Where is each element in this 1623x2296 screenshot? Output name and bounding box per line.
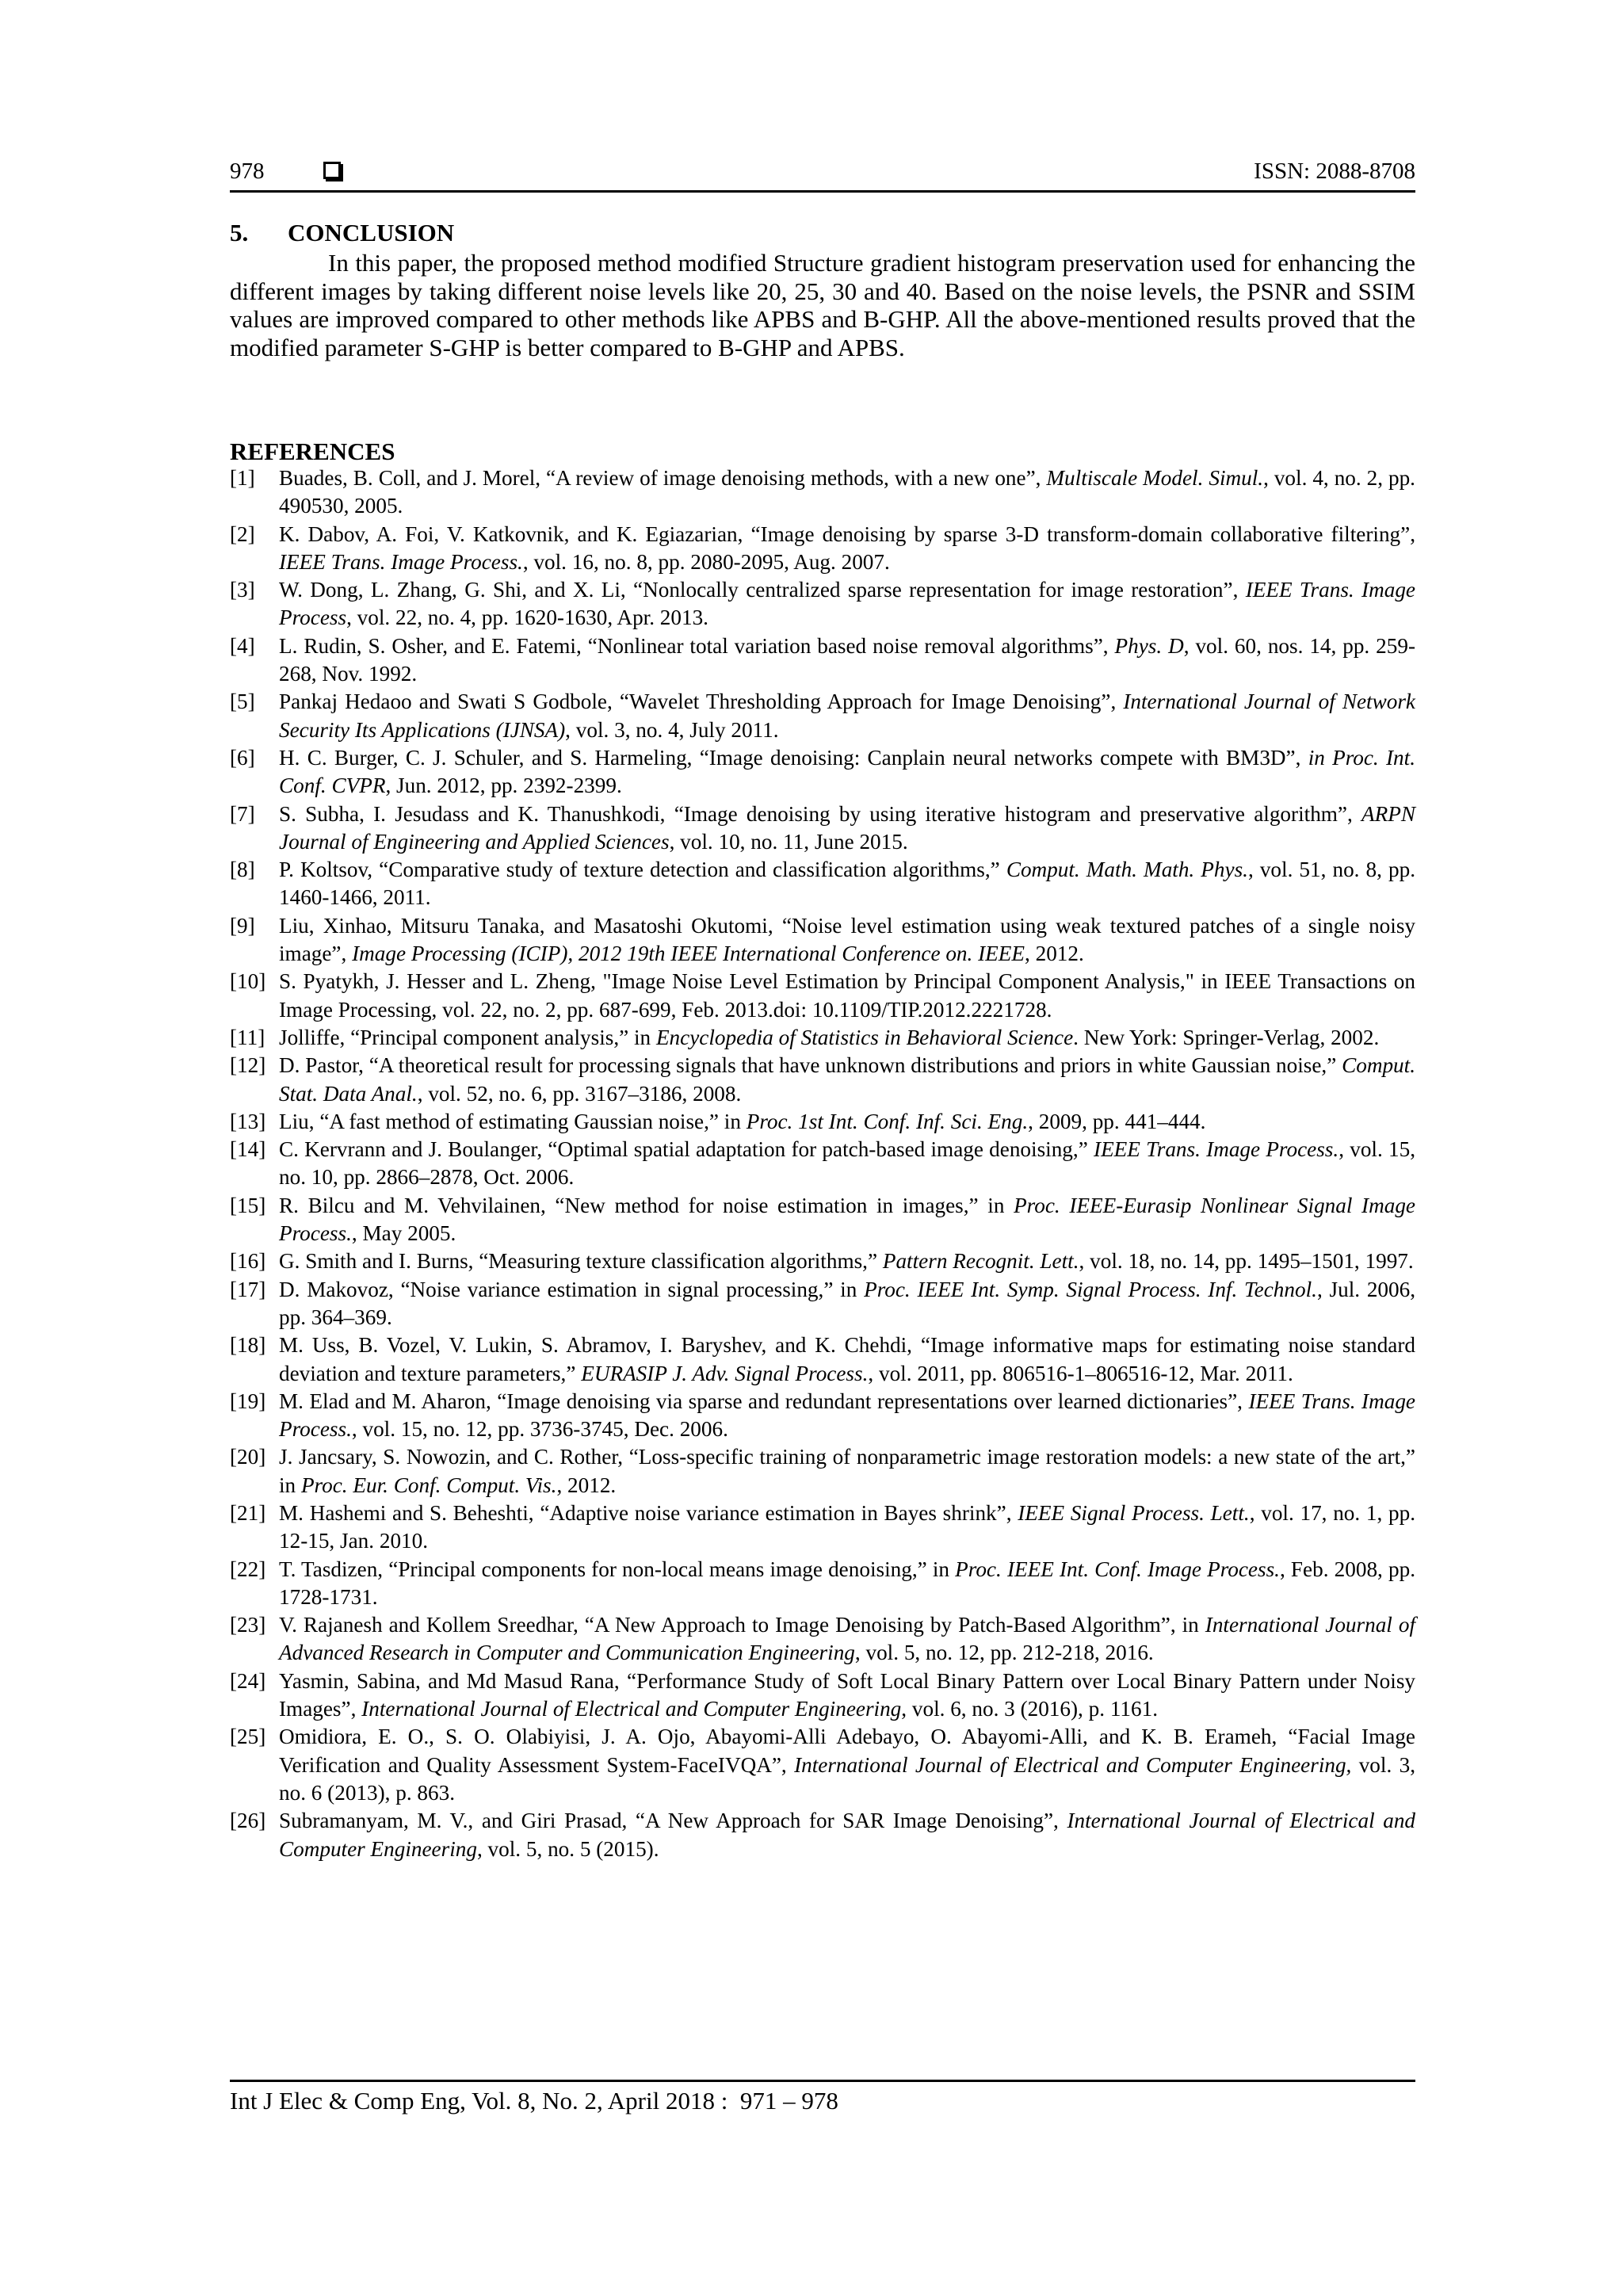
reference-part: , vol. 5, no. 5 (2015). (476, 1836, 659, 1861)
reference-part: , vol. 3, no. 4, July 2011. (565, 717, 779, 742)
reference-part: M. Uss, B. Vozel, V. Lukin, S. Abramov, I. Baryshev, and K. Chehdi, “Image informative maps for estimating noise standard deviation and texture parameters,” (279, 1333, 1415, 1385)
reference-source: Proc. IEEE Int. Conf. Image Process. (955, 1557, 1280, 1581)
reference-number: [25] (230, 1725, 266, 1749)
reference-item (230, 1276, 1415, 1332)
reference-number: [16] (230, 1249, 266, 1274)
reference-part: Liu, “A fast method of estimating Gaussian noise,” in (279, 1109, 747, 1133)
reference-source: IEEE Trans. Image Process. (1094, 1137, 1339, 1162)
reference-part: Yasmin, Sabina, and Md Masud Rana, “Performance Study of Soft Local Binary Pattern over Local Binary Pattern under Noisy Images”, (279, 1668, 1415, 1721)
section-number: 5. (230, 219, 249, 246)
reference-part: D. Makovoz, “Noise variance estimation in signal processing,” in (279, 1277, 865, 1301)
reference-part: R. Bilcu and M. Vehvilainen, “New method for noise estimation in images,” in (279, 1193, 1014, 1217)
reference-source: Image Processing (ICIP), 2012 19th IEEE International Conference on. IEEE (352, 942, 1025, 966)
reference-item (230, 1611, 1415, 1668)
reference-item (230, 856, 1415, 912)
reference-item (230, 1136, 1415, 1192)
page-header (230, 151, 1415, 192)
reference-text (279, 968, 1415, 1024)
reference-number: [6] (230, 745, 255, 770)
reference-part: G. Smith and I. Burns, “Measuring texture classification algorithms,” (279, 1249, 883, 1274)
reference-part: , vol. 5, no. 12, pp. 212-218, 2016. (854, 1641, 1154, 1665)
reference-part: D. Pastor, “A theoretical result for processing signals that have unknown distributions and priors in white Gaussian noise,” (279, 1053, 1342, 1078)
reference-text (279, 1108, 1415, 1136)
reference-text (279, 1499, 1415, 1556)
reference-item (230, 800, 1415, 857)
reference-part: C. Kervrann and J. Boulanger, “Optimal spatial adaptation for patch-based image denoising,” (279, 1137, 1094, 1162)
reference-text (279, 521, 1415, 577)
reference-part: P. Koltsov, “Comparative study of texture detection and classification algorithms,” (279, 858, 1006, 882)
reference-text (279, 688, 1415, 744)
reference-text (279, 1276, 1415, 1332)
reference-item (230, 1499, 1415, 1556)
reference-number: [11] (230, 1025, 265, 1049)
reference-text (279, 464, 1415, 521)
page-number: 978 (230, 159, 265, 184)
reference-number: [19] (230, 1389, 266, 1413)
reference-source: Phys. D (1114, 633, 1184, 658)
reference-item (230, 1443, 1415, 1499)
reference-item (230, 688, 1415, 744)
reference-number: [20] (230, 1445, 266, 1469)
reference-source: Multiscale Model. Simul. (1046, 466, 1264, 490)
reference-item (230, 632, 1415, 689)
reference-item (230, 521, 1415, 577)
conclusion-paragraph: In this paper, the proposed method modified Structure gradient histogram preservation used for enhancing the different images by taking different noise levels like 20, 25, 30 and 40. Based on the noise levels, the PSNR and SSIM values are improved compared to other methods like APBS and B-GHP. All the above-mentioned results proved that the modified parameter S-GHP is better compared to B-GHP and APBS. (230, 249, 1415, 361)
reference-number: [22] (230, 1557, 266, 1581)
reference-text (279, 1807, 1415, 1863)
reference-part: H. C. Burger, C. J. Schuler, and S. Harmeling, “Image denoising: Canplain neural networks compete with BM3D”, (279, 745, 1308, 770)
reference-source: Comput. Stat. Data Anal. (279, 1053, 1415, 1106)
reference-part: K. Dabov, A. Foi, V. Katkovnik, and K. Egiazarian, “Image denoising by sparse 3-D transform-domain collaborative filtering”, (279, 521, 1415, 546)
reference-source: Pattern Recognit. Lett. (882, 1249, 1079, 1274)
reference-number: [1] (230, 466, 255, 490)
reference-text (279, 1388, 1415, 1444)
reference-part: , vol. 17, no. 1, pp. 12-15, Jan. 2010. (279, 1500, 1415, 1553)
reference-source: IEEE Trans. Image Process. (279, 549, 523, 574)
reference-part: Subramanyam, M. V., and Giri Prasad, “A New Approach for SAR Image Denoising”, (279, 1809, 1067, 1833)
reference-text (279, 1723, 1415, 1807)
issn-label: ISSN: 2088-8708 (1254, 159, 1415, 184)
reference-number: [21] (230, 1500, 266, 1525)
reference-text (279, 744, 1415, 800)
reference-part: , vol. 10, no. 11, June 2015. (669, 829, 908, 854)
page-footer: Int J Elec & Comp Eng, Vol. 8, No. 2, April 2018 : 971 – 978 (230, 2087, 838, 2115)
reference-part: Pankaj Hedaoo and Swati S Godbole, “Wavelet Thresholding Approach for Image Denoising”, (279, 690, 1124, 714)
reference-part: J. Jancsary, S. Nowozin, and C. Rother, “Loss-specific training of nonparametric image restoration models: a new state of the art,” in (279, 1445, 1415, 1497)
reference-number: [5] (230, 690, 255, 714)
reference-part: , Jul. 2006, pp. 364–369. (279, 1277, 1415, 1329)
reference-part: V. Rajanesh and Kollem Sreedhar, “A New Approach to Image Denoising by Patch-Based Algorithm”, in (279, 1613, 1205, 1637)
reference-number: [12] (230, 1053, 266, 1078)
reference-text (279, 1136, 1415, 1192)
reference-text (279, 800, 1415, 857)
reference-part: , vol. 51, no. 8, pp. 1460-1466, 2011. (279, 858, 1416, 910)
reference-part: , vol. 18, no. 14, pp. 1495–1501, 1997. (1079, 1249, 1414, 1274)
reference-item (230, 1668, 1415, 1724)
reference-text (279, 576, 1415, 632)
reference-part: , 2012. (1025, 942, 1084, 966)
references-heading: REFERENCES (230, 437, 395, 465)
reference-item (230, 1331, 1415, 1388)
reference-list (230, 464, 1415, 1863)
reference-source: Comput. Math. Math. Phys. (1006, 858, 1248, 882)
footer-rule (230, 2080, 1415, 2082)
reference-item (230, 1807, 1415, 1863)
reference-text (279, 856, 1415, 912)
reference-source: Proc. IEEE-Eurasip Nonlinear Signal Image Process. (279, 1193, 1415, 1246)
reference-part: Liu, Xinhao, Mitsuru Tanaka, and Masatoshi Okutomi, “Noise level estimation using weak textured patches of a single noisy image”, (279, 913, 1415, 966)
reference-item (230, 1247, 1415, 1275)
reference-text (279, 912, 1415, 968)
reference-part: , vol. 22, no. 4, pp. 1620-1630, Apr. 2013. (346, 606, 708, 630)
reference-source: Proc. IEEE Int. Symp. Signal Process. Inf. Technol. (864, 1277, 1317, 1301)
reference-item (230, 576, 1415, 632)
reference-part: Omidiora, E. O., S. O. Olabiyisi, J. A. Ojo, Abayomi-Alli Adebayo, O. Abayomi-Alli, and K. B. Erameh, “Facial Image Verification and Quality Assessment System-FaceIVQA”, (279, 1725, 1415, 1777)
reference-source: IEEE Trans. Image Process (279, 578, 1415, 630)
reference-source: International Journal of Electrical and Computer Engineering (279, 1809, 1415, 1861)
reference-source: Proc. Eur. Conf. Comput. Vis. (300, 1473, 557, 1497)
reference-source: EURASIP J. Adv. Signal Process. (581, 1361, 869, 1385)
reference-source: Proc. 1st Int. Conf. Inf. Sci. Eng. (746, 1109, 1029, 1133)
reference-number: [13] (230, 1109, 266, 1133)
reference-part: , vol. 16, no. 8, pp. 2080-2095, Aug. 2007. (522, 549, 890, 574)
reference-number: [7] (230, 801, 255, 826)
reference-source: IEEE Signal Process. Lett. (1018, 1500, 1250, 1525)
reference-item (230, 1556, 1415, 1612)
reference-part: , vol. 4, no. 2, pp. 490530, 2005. (279, 466, 1415, 518)
reference-part: T. Tasdizen, “Principal components for non-local means image denoising,” in (279, 1557, 956, 1581)
reference-part: , vol. 60, nos. 14, pp. 259-268, Nov. 1992. (279, 633, 1416, 686)
reference-item (230, 1723, 1415, 1807)
reference-number: [10] (230, 969, 266, 994)
reference-text (279, 1611, 1415, 1668)
reference-text (279, 1192, 1415, 1248)
reference-part: , vol. 15, no. 10, pp. 2866–2878, Oct. 2006. (279, 1137, 1415, 1190)
reference-item (230, 1108, 1415, 1136)
section-title: CONCLUSION (288, 219, 455, 246)
reference-source: Encyclopedia of Statistics in Behavioral Science (655, 1025, 1074, 1049)
reference-item (230, 1192, 1415, 1248)
reference-part: M. Elad and M. Aharon, “Image denoising via sparse and redundant representations over learned dictionaries”, (279, 1389, 1249, 1413)
reference-source: ARPN Journal of Engineering and Applied Sciences (279, 801, 1415, 854)
reference-part: S. Subha, I. Jesudass and K. Thanushkodi, “Image denoising by using iterative histogram and preservative algorithm”, (279, 801, 1362, 826)
reference-number: [8] (230, 858, 255, 882)
reference-item (230, 1024, 1415, 1052)
reference-text (279, 1024, 1415, 1052)
reference-number: [9] (230, 913, 255, 938)
reference-item (230, 968, 1415, 1024)
reference-number: [15] (230, 1193, 266, 1217)
reference-number: [3] (230, 578, 255, 602)
reference-text (279, 1556, 1415, 1612)
reference-number: [18] (230, 1333, 266, 1358)
reference-text (279, 1443, 1415, 1499)
reference-number: [24] (230, 1668, 266, 1693)
reference-part: , May 2005. (351, 1221, 456, 1246)
reference-part: W. Dong, L. Zhang, G. Shi, and X. Li, “Nonlocally centralized sparse representation for image restoration”, (279, 578, 1246, 602)
reference-number: [14] (230, 1137, 266, 1162)
reference-source: IEEE Trans. Image Process. (279, 1389, 1415, 1442)
reference-text (279, 632, 1415, 689)
reference-source: International Journal of Electrical and Computer Engineering (361, 1697, 902, 1721)
reference-part: , 2012. (556, 1473, 617, 1497)
reference-number: [2] (230, 521, 255, 546)
reference-part: , vol. 6, no. 3 (2016), p. 1161. (901, 1697, 1158, 1721)
header-rule (230, 190, 1415, 193)
reference-source: International Journal of Network Security Its Applications (IJNSA) (279, 690, 1415, 742)
reference-item (230, 464, 1415, 521)
reference-item (230, 1052, 1415, 1108)
reference-text (279, 1668, 1415, 1724)
reference-number: [23] (230, 1613, 266, 1637)
reference-part: Jolliffe, “Principal component analysis,” in (279, 1025, 656, 1049)
reference-part: S. Pyatykh, J. Hesser and L. Zheng, "Image Noise Level Estimation by Principal Component Analysis," in IEEE Transactions on Image Processing, vol. 22, no. 2, pp. 687-699, Feb. 2013.doi: 10.1109/TIP.2012.2221728. (279, 969, 1415, 1022)
reference-part: , vol. 15, no. 12, pp. 3736-3745, Dec. 2006. (351, 1417, 728, 1442)
reference-part: , Jun. 2012, pp. 2392-2399. (385, 774, 622, 798)
reference-number: [17] (230, 1277, 266, 1301)
reference-source: in Proc. Int. Conf. CVPR (279, 745, 1415, 798)
reference-item (230, 744, 1415, 800)
reference-part: , vol. 52, no. 6, pp. 3167–3186, 2008. (417, 1081, 742, 1106)
reference-number: [4] (230, 633, 255, 658)
reference-text (279, 1052, 1415, 1108)
reference-item (230, 1388, 1415, 1444)
reference-part: Buades, B. Coll, and J. Morel, “A review of image denoising methods, with a new one”, (279, 466, 1047, 490)
reference-part: . New York: Springer-Verlag, 2002. (1073, 1025, 1380, 1049)
reference-part: , vol. 2011, pp. 806516-1–806516-12, Mar. 2011. (868, 1361, 1293, 1385)
reference-part: , Feb. 2008, pp. 1728-1731. (279, 1557, 1415, 1609)
reference-text (279, 1331, 1415, 1388)
reference-part: M. Hashemi and S. Beheshti, “Adaptive noise variance estimation in Bayes shrink”, (279, 1500, 1018, 1525)
square-bullet-icon (323, 162, 341, 179)
reference-number: [26] (230, 1809, 266, 1833)
reference-source: International Journal of Electrical and Computer Engineering, (794, 1752, 1352, 1777)
reference-text (279, 1247, 1415, 1275)
reference-part: vol. 3, no. 6 (2013), p. 863. (279, 1752, 1416, 1805)
reference-part: L. Rudin, S. Osher, and E. Fatemi, “Nonlinear total variation based noise removal algorithms”, (279, 633, 1115, 658)
reference-item (230, 912, 1415, 968)
reference-source: International Journal of Advanced Research in Computer and Communication Engineering (279, 1613, 1415, 1665)
section-heading (230, 217, 454, 249)
reference-part: , 2009, pp. 441–444. (1028, 1109, 1206, 1133)
